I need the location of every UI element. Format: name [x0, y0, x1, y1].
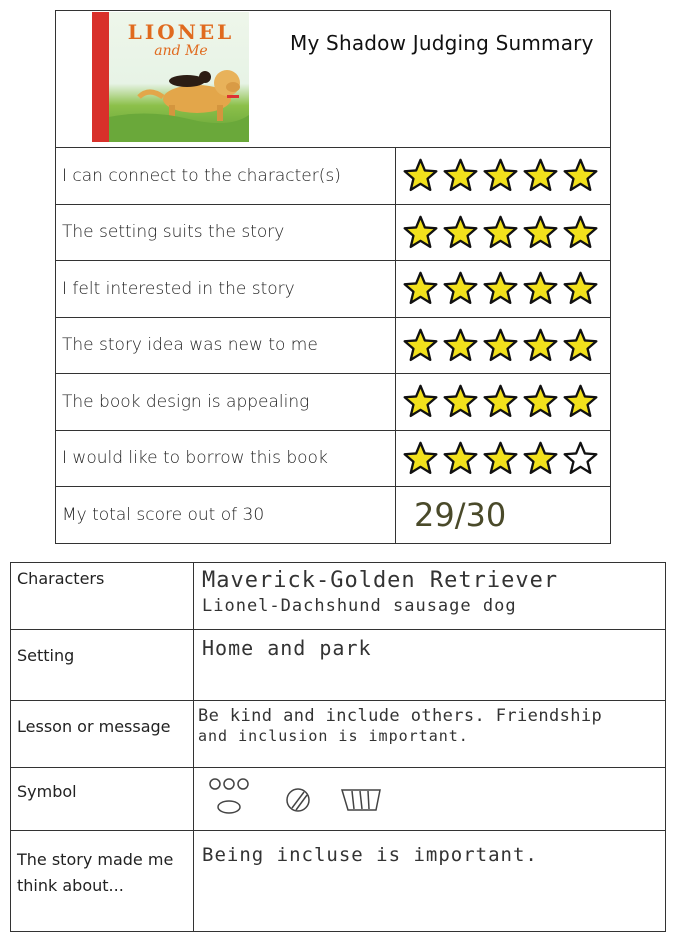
rating-row-idea — [56, 318, 610, 375]
think-label-line-1: The story made me — [17, 850, 174, 869]
think-about-text: Being incluse is important. — [202, 844, 538, 866]
symbol-sketches-icon — [202, 772, 402, 822]
criterion-label: The setting suits the story — [56, 205, 396, 261]
think-about-value — [194, 831, 665, 931]
setting-label: Setting — [11, 630, 194, 700]
star-filled-icon — [482, 270, 519, 307]
star-filled-icon — [442, 383, 479, 420]
lesson-row — [11, 701, 665, 768]
rating-row-setting — [56, 205, 610, 262]
star-filled-icon — [522, 383, 559, 420]
setting-value — [194, 630, 665, 700]
star-empty-icon — [562, 440, 599, 477]
rating-row-character — [56, 148, 610, 205]
star-filled-icon — [442, 327, 479, 364]
characters-value — [194, 563, 665, 629]
setting-text: Home and park — [202, 636, 372, 660]
think-about-row — [11, 831, 665, 931]
star-filled-icon — [402, 214, 439, 251]
star-filled-icon — [562, 157, 599, 194]
criterion-label: The story idea was new to me — [56, 318, 396, 374]
star-filled-icon — [442, 270, 479, 307]
criterion-label: I can connect to the character(s) — [56, 148, 396, 204]
star-filled-icon — [562, 270, 599, 307]
judging-summary-table — [55, 10, 611, 544]
criterion-label: The book design is appealing — [56, 374, 396, 430]
lesson-line-2: and inclusion is important. — [198, 727, 469, 745]
star-rating — [396, 205, 610, 261]
summary-header — [56, 11, 610, 148]
lesson-value — [194, 701, 665, 767]
cover-dogs-illustration — [109, 57, 249, 142]
star-filled-icon — [402, 383, 439, 420]
criterion-label: I felt interested in the story — [56, 261, 396, 317]
star-filled-icon — [402, 157, 439, 194]
characters-label: Characters — [11, 563, 194, 629]
star-filled-icon — [562, 383, 599, 420]
lesson-line-1: Be kind and include others. Friendship — [198, 706, 603, 726]
lesson-label: Lesson or message — [11, 701, 194, 767]
star-filled-icon — [442, 214, 479, 251]
symbol-row — [11, 768, 665, 831]
total-score-label: My total score out of 30 — [56, 487, 396, 543]
star-filled-icon — [522, 440, 559, 477]
star-rating — [396, 148, 610, 204]
star-filled-icon — [522, 214, 559, 251]
star-filled-icon — [402, 270, 439, 307]
star-rating — [396, 431, 610, 487]
symbol-label: Symbol — [11, 768, 194, 830]
symbol-drawings — [194, 768, 665, 830]
total-score-row — [56, 487, 610, 543]
summary-title: My Shadow Judging Summary — [290, 31, 594, 55]
cover-title: LIONEL — [127, 20, 235, 44]
rating-row-design — [56, 374, 610, 431]
star-rating — [396, 261, 610, 317]
star-filled-icon — [442, 157, 479, 194]
star-filled-icon — [442, 440, 479, 477]
rating-row-interest — [56, 261, 610, 318]
cover-spine — [92, 12, 109, 142]
star-filled-icon — [482, 157, 519, 194]
think-about-label — [11, 831, 194, 931]
star-rating — [396, 318, 610, 374]
star-filled-icon — [402, 440, 439, 477]
star-filled-icon — [402, 327, 439, 364]
total-score-value: 29/30 — [414, 495, 507, 534]
characters-line-2: Lionel-Dachshund sausage dog — [202, 596, 517, 616]
star-filled-icon — [522, 270, 559, 307]
star-filled-icon — [522, 327, 559, 364]
star-filled-icon — [562, 327, 599, 364]
star-filled-icon — [562, 214, 599, 251]
criterion-label: I would like to borrow this book — [56, 431, 396, 487]
rating-row-borrow — [56, 431, 610, 488]
star-filled-icon — [482, 440, 519, 477]
characters-line-1: Maverick-Golden Retriever — [202, 568, 559, 593]
star-filled-icon — [482, 383, 519, 420]
star-filled-icon — [482, 214, 519, 251]
think-label-line-2: think about... — [17, 876, 124, 895]
setting-row — [11, 630, 665, 701]
star-rating — [396, 374, 610, 430]
star-filled-icon — [522, 157, 559, 194]
star-filled-icon — [482, 327, 519, 364]
story-reflection-table — [10, 562, 666, 932]
characters-row — [11, 563, 665, 630]
book-cover-image — [92, 12, 249, 142]
cover-subtitle: and Me — [154, 43, 208, 59]
